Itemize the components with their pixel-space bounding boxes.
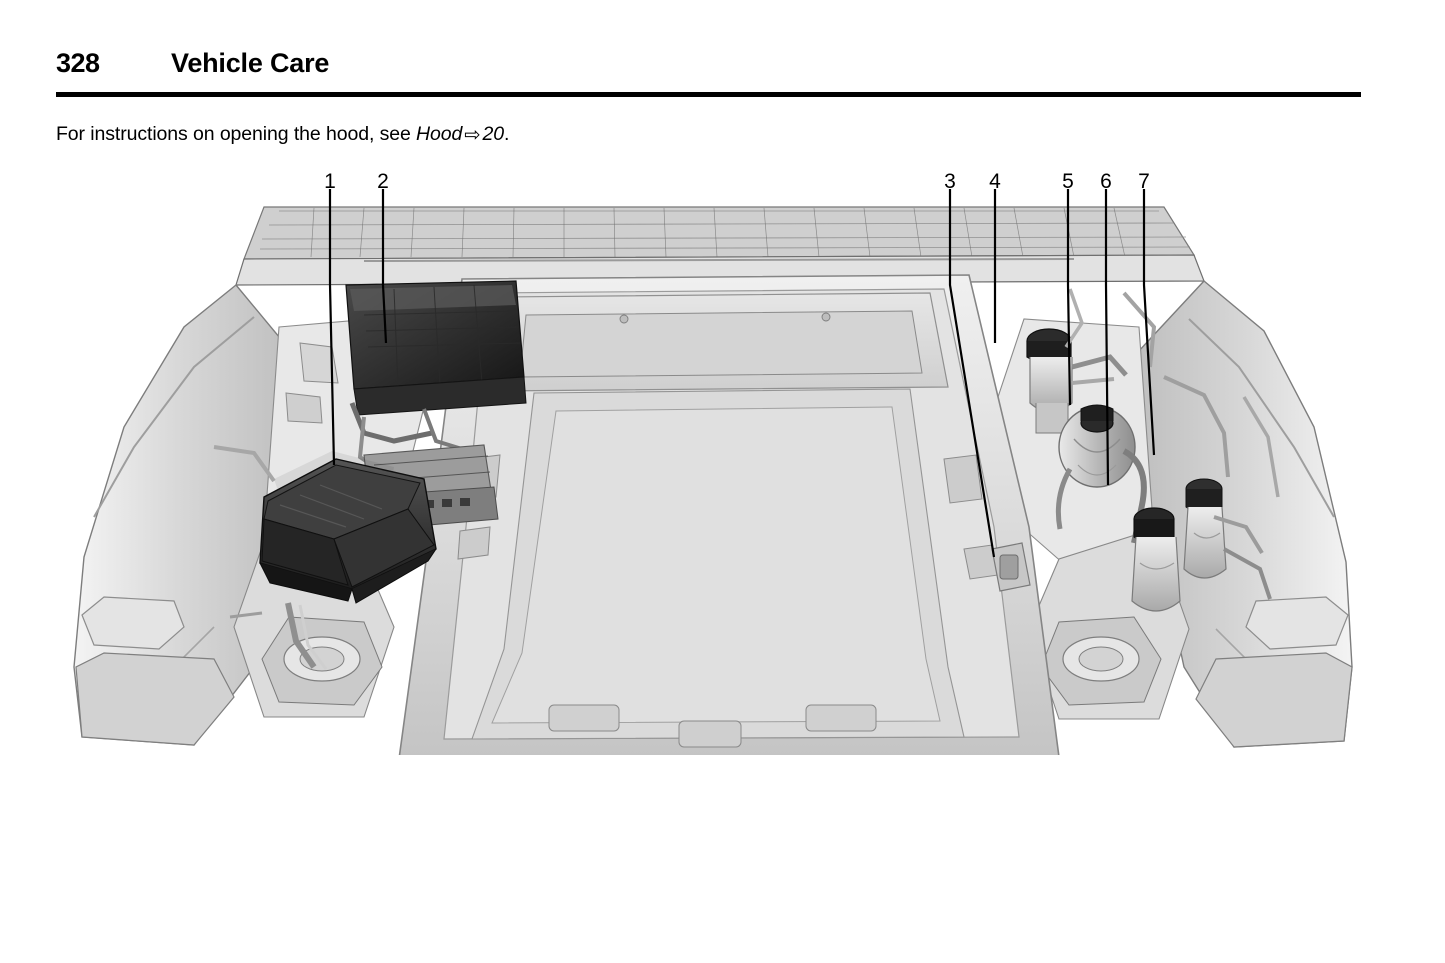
engine-bay-illustration xyxy=(64,197,1354,755)
callout-number-7: 7 xyxy=(1138,170,1150,193)
intro-text-after: . xyxy=(504,123,510,145)
callout-number-4: 4 xyxy=(989,170,1001,193)
cross-reference-page: 20 xyxy=(482,123,505,145)
cross-reference-arrow-icon: ⇨ xyxy=(464,124,481,146)
callout-number-1: 1 xyxy=(324,170,336,193)
callout-number-2: 2 xyxy=(377,170,389,193)
engine-compartment-figure xyxy=(56,165,1361,755)
callout-number-3: 3 xyxy=(944,170,956,193)
page-number: 328 xyxy=(56,48,100,78)
callout-number-6: 6 xyxy=(1100,170,1112,193)
cross-reference-label: Hood xyxy=(416,123,463,145)
header-divider xyxy=(56,92,1361,97)
page-header xyxy=(56,48,1361,79)
intro-paragraph xyxy=(56,122,509,146)
callout-number-5: 5 xyxy=(1062,170,1074,193)
chapter-title: Vehicle Care xyxy=(171,48,330,78)
intro-text-before: For instructions on opening the hood, see xyxy=(56,123,417,145)
